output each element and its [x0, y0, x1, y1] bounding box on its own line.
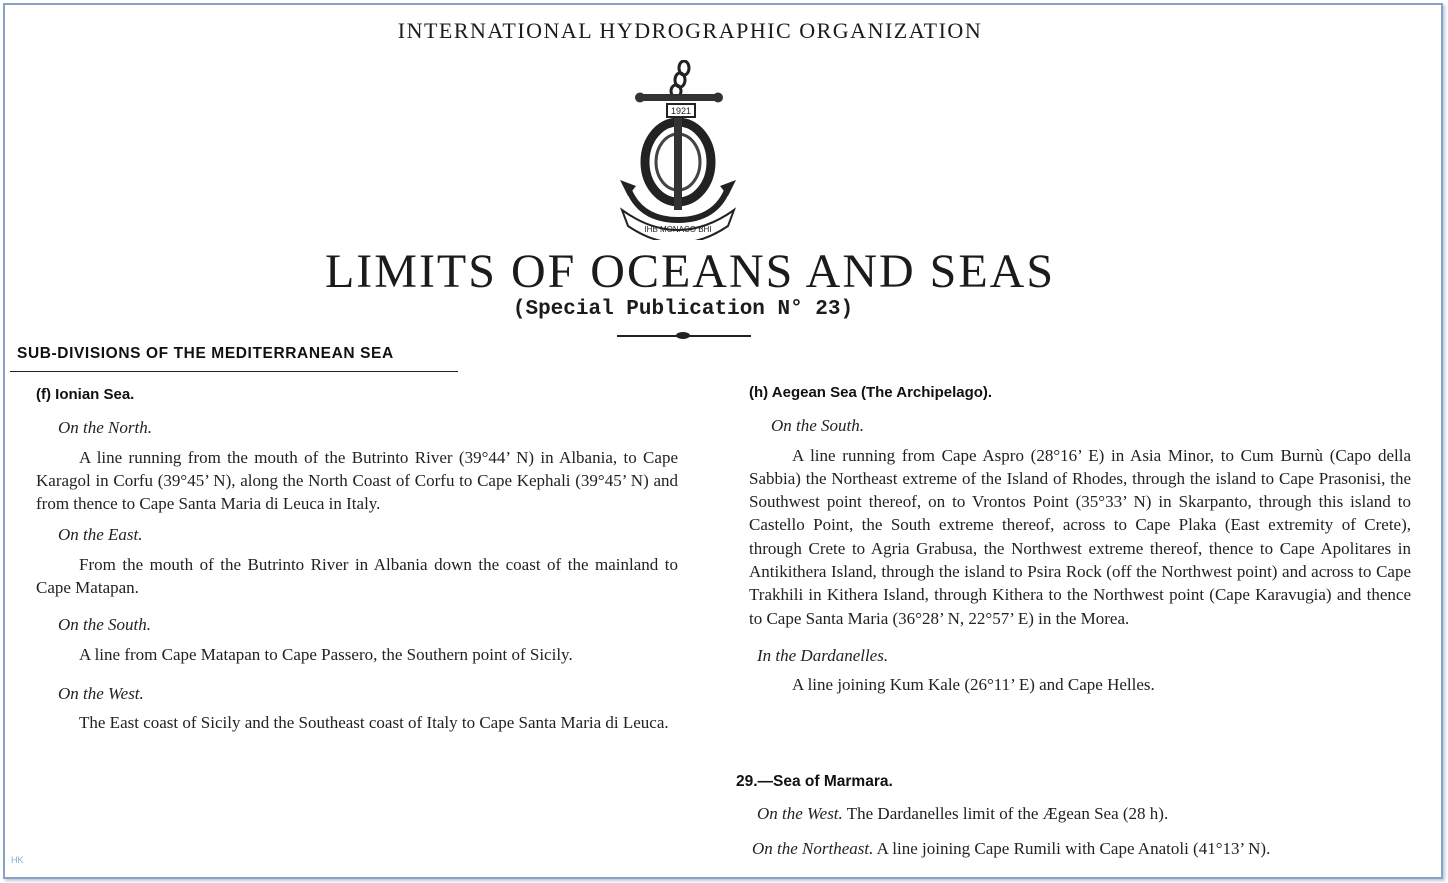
emblem-year: 1921	[670, 106, 692, 116]
marmara-west-text: The Dardanelles limit of the Ægean Sea (28 h).	[846, 804, 1169, 823]
organization-name: INTERNATIONAL HYDROGRAPHIC ORGANIZATION	[397, 18, 983, 43]
ionian-north-label: On the North.	[58, 418, 152, 438]
aegean-dardanelles-label: In the Dardanelles.	[757, 645, 889, 665]
ionian-east-text: From the mouth of the Butrinto River in Albania down the coast of the mainland to Cape Matapan.	[36, 554, 678, 598]
title-divider-ornament	[676, 332, 690, 339]
marmara-west-label: On the West.	[757, 804, 843, 823]
ionian-east-label: On the East.	[58, 525, 143, 545]
ionian-west-text: The East coast of Sicily and the Southeast coast of Italy to Cape Santa Maria di Leuca.	[79, 713, 669, 733]
aegean-south-text: A line running from Cape Aspro (28°16’ E) in Asia Minor, to Cum Burnù (Capo della Sabbia) the Northeast extreme of the Island of Rhodes, through the island to Cape Prasonisi, the Southwest point thereof, on to Vrontos Point (35°33’ N) in Skarpanto, through this island to Castello Point, the South extreme thereof, across to Cape Plaka (East extremity of Crete), through Crete to Agria Grabusa, the Northwest extreme thereof, thence to Cape Apolitares in Antikithera Island, through the island to Psira Rock (off the Northwest point) and across to Cape Trakhili in Kithera Island, through Kithera to the Northwest point (Cape Karavugia) and thence to Cape Santa Maria (36°28’ N, 22°57’ E) in the Morea.	[749, 445, 1411, 628]
aegean-sea-heading: (h) Aegean Sea (The Archipelago).	[749, 384, 993, 401]
ionian-west-label: On the West.	[58, 683, 144, 703]
document-title: LIMITS OF OCEANS AND SEAS	[324, 245, 1056, 298]
marmara-northeast-row	[752, 839, 1270, 859]
section-divider	[10, 371, 458, 372]
aegean-dardanelles-text: A line joining Kum Kale (26°11’ E) and Cape Helles.	[792, 675, 1155, 695]
section-title: SUB-DIVISIONS OF THE MEDITERRANEAN SEA	[17, 345, 394, 362]
watermark: HK	[11, 855, 24, 865]
ionian-south-text: A line from Cape Matapan to Cape Passero, the Southern point of Sicily.	[79, 644, 573, 664]
marmara-northeast-label: On the Northeast.	[752, 839, 874, 858]
marmara-northeast-text: A line joining Cape Rumili with Cape Anatoli (41°13’ N).	[876, 839, 1271, 858]
document-subtitle: (Special Publication N° 23)	[512, 298, 854, 321]
emblem-ribbon: IHB MONACO BHI	[644, 225, 712, 234]
ionian-sea-heading: (f) Ionian Sea.	[36, 386, 135, 403]
marmara-heading: 29.—Sea of Marmara.	[736, 773, 893, 790]
ionian-south-label: On the South.	[58, 615, 152, 635]
marmara-west-row	[757, 804, 1168, 824]
aegean-south-label: On the South.	[771, 416, 865, 436]
ionian-north-text: A line running from the mouth of the Butrinto River (39°44’ N) in Albania, to Cape Karagol in Corfu (39°45’ N), along the North Coast of Corfu to Cape Kephali (39°45’ N) and from thence to Cape Santa Maria di Leuca in Italy.	[36, 447, 678, 514]
ionian-sea-column	[36, 383, 678, 743]
aegean-sea-column	[749, 381, 1411, 705]
anchor-emblem-icon	[610, 60, 740, 240]
